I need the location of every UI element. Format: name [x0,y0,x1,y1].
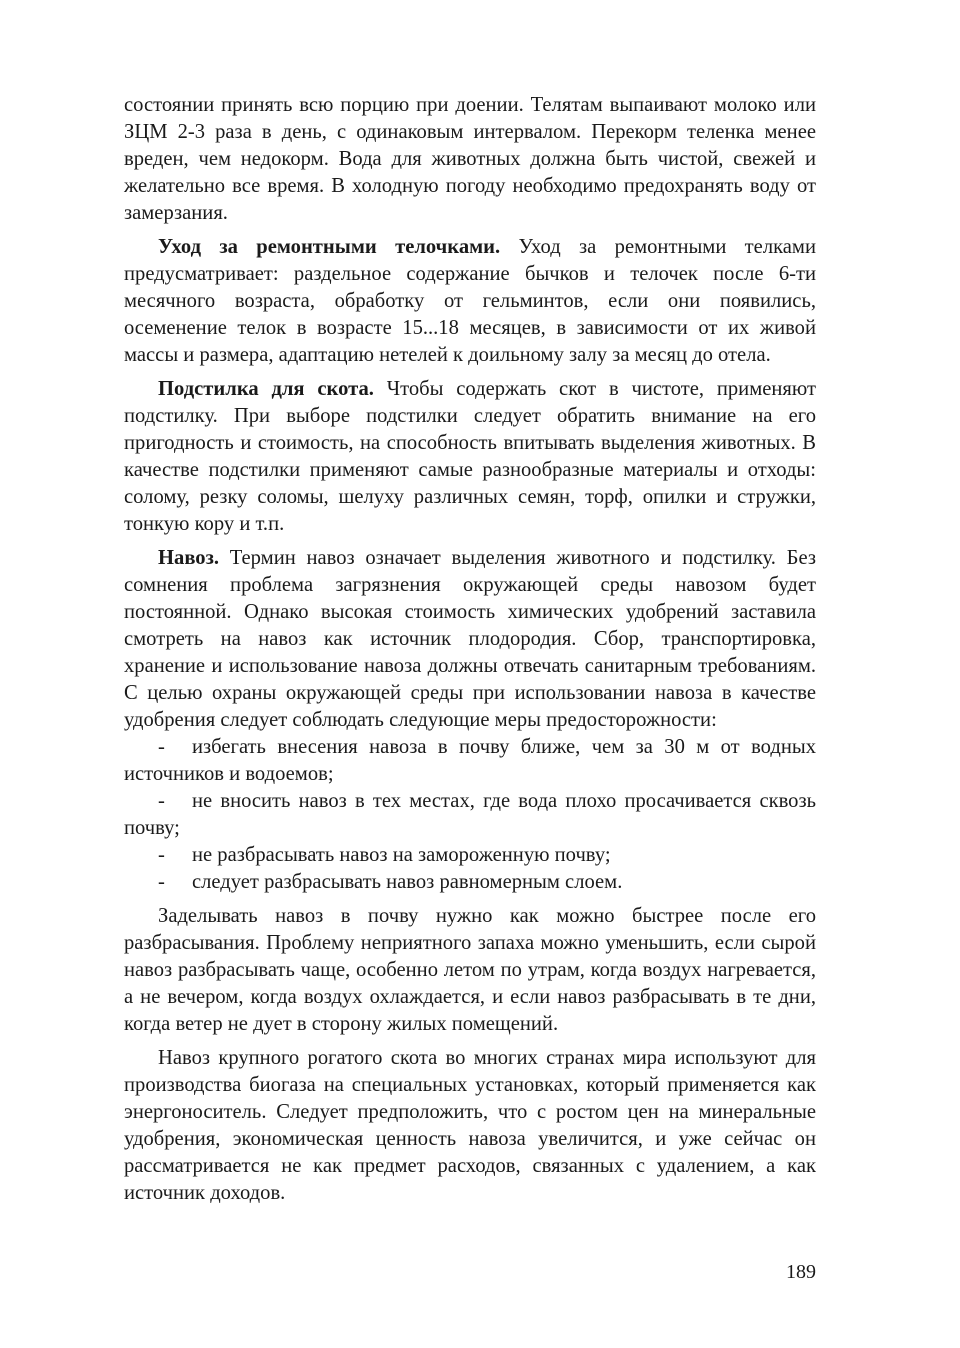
list-item-text: избегать внесения навоза в почву ближе, чем за 30 м от водных источников и водоемов; [124,736,816,785]
list-item [124,734,816,788]
paragraph-milk-feeding: состоянии принять всю порцию при доении. Телятам выпаивают молоко или ЗЦМ 2-3 раза в день, с одинаковым интервалом. Перекорм теленка менее вреден, чем недокорм. Вода для животных должна быть чистой, свежей и желательно все время. В холодную погоду необходимо предохранять воду от замерзания. [124,94,816,224]
paragraph-heifer-care [124,234,816,369]
list-item [124,869,816,896]
bullet-dash: - [158,790,165,812]
list-item-text: не вносить навоз в тех местах, где вода плохо просачивается сквозь почву; [124,790,816,839]
paragraph-biogas: Навоз крупного рогатого скота во многих странах мира используют для производства биогаза на специальных установках, который применяется как энергоноситель. Следует предположить, что с ростом цен на минеральные удобрения, экономическая ценность навоза увеличится, и уже сейчас он рассматривается не как предмет расходов, связанных с удалением, а как источник доходов. [124,1047,816,1204]
bullet-dash: - [158,844,165,866]
list-item-text: следует разбрасывать навоз равномерным слоем. [192,871,623,893]
bedding-heading: Подстилка для скота. [158,378,374,400]
bullet-dash: - [158,871,165,893]
heifer-care-heading: Уход за ремонтными телочками. [158,236,501,258]
manure-text: Термин навоз означает выделения животного и подстилку. Без сомнения проблема загрязнения окружающей среды навозом будет постоянной. Однако высокая стоимость химических удобрений заставила смотреть на навоз как источник плодородия. Сбор, транспортировка, хранение и использование навоза должны отвечать санитарным требованиям. С целью охраны окружающей среды при использовании навоза в качестве удобрения следует соблюдать следующие меры предосторожности: [124,547,816,731]
list-item-text: не разбрасывать навоз на замороженную почву; [192,844,611,866]
bullet-dash: - [158,736,165,758]
heifer-care-text: Уход за ремонтными телками предусматривает: раздельное содержание бычков и телочек после 6-ти месячного возраста, обработку от гельминтов, если они появились, осеменение телок в возрасте 15...18 месяцев, в зависимости от их живой массы и размера, адаптацию нетелей к доильному залу за месяц до отела. [124,236,816,366]
list-item [124,842,816,869]
manure-heading: Навоз. [158,547,220,569]
list-item [124,788,816,842]
paragraph-manure [124,545,816,734]
page-body [124,92,816,1207]
paragraph-manure-incorporation: Заделывать навоз в почву нужно как можно быстрее после его разбрасывания. Проблему неприятного запаха можно уменьшить, если сырой навоз разбрасывать чаще, особенно летом по утрам, когда воздух нагревается, а не вечером, когда воздух охлаждается, и если навоз разбрасывать в те дни, когда ветер не дует в сторону жилых помещений. [124,905,816,1035]
bedding-text: Чтобы содержать скот в чистоте, применяют подстилку. При выборе подстилки следует обратить внимание на его пригодность и стоимость, на способность впитывать выделения животных. В качестве подстилки применяют самые разнообразные материалы и отходы: солому, резку соломы, шелуху различных семян, торф, опилки и стружки, тонкую кору и т.п. [124,378,816,535]
page-number: 189 [786,1261,816,1283]
paragraph-bedding [124,376,816,538]
